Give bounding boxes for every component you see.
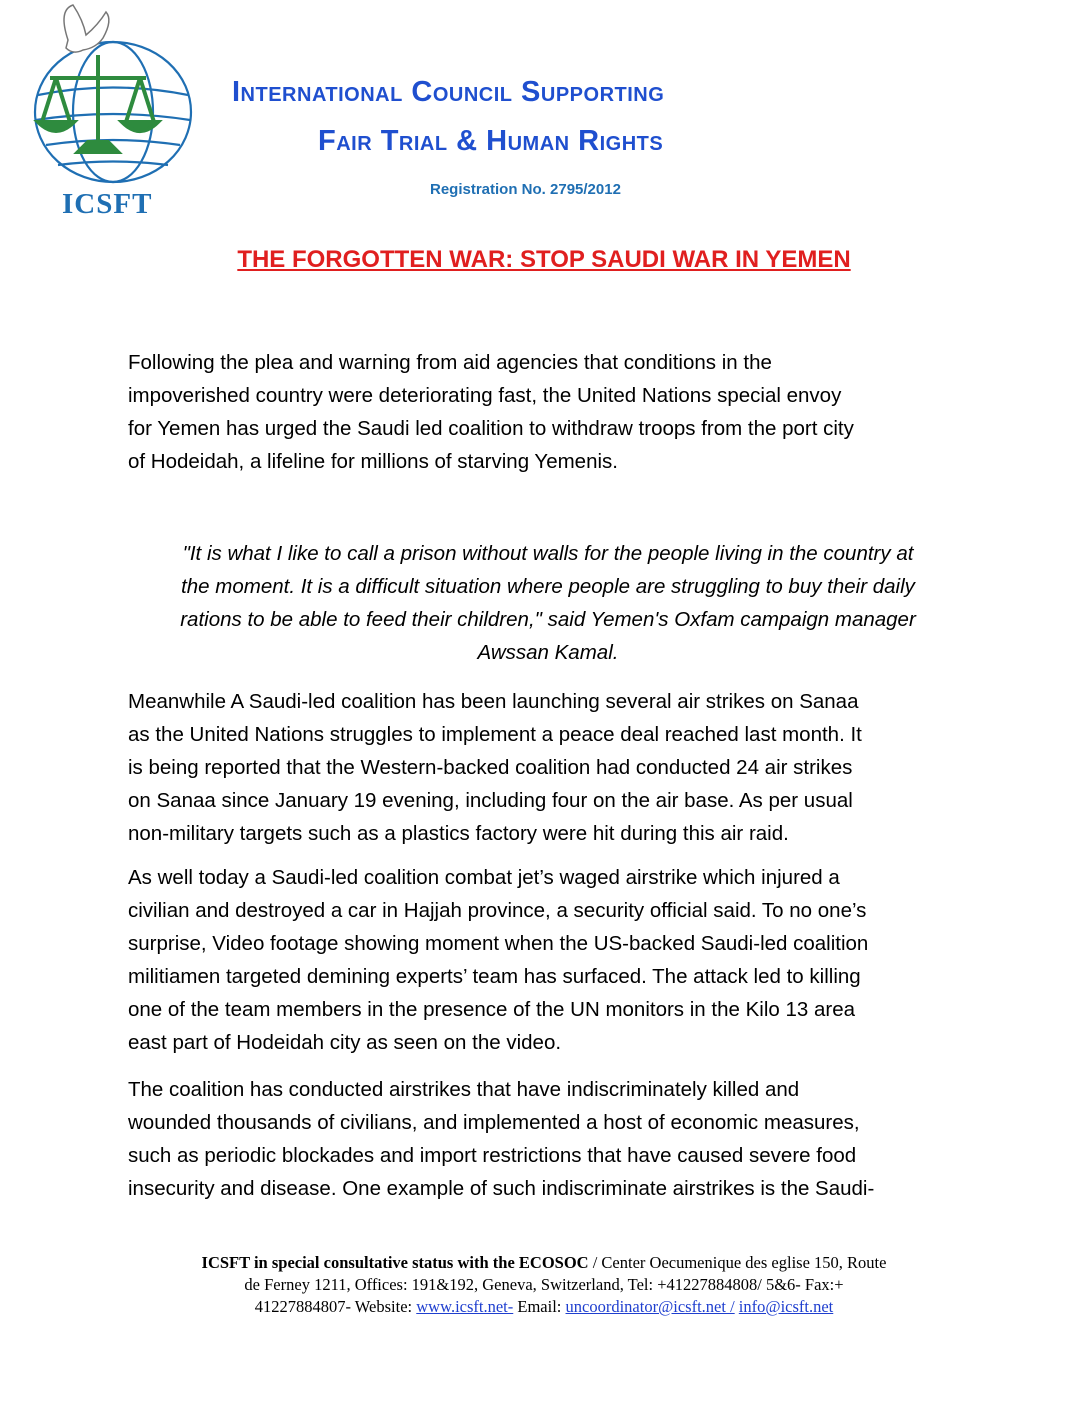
paragraph-hajjah-airstrike — [128, 861, 968, 1059]
website-link[interactable]: www.icsft.net- — [416, 1297, 514, 1316]
email-link-info[interactable]: info@icsft.net — [738, 1297, 834, 1316]
icsft-logo — [28, 0, 198, 225]
text-line: the moment. It is a difficult situation where people are struggling to buy their daily — [181, 575, 915, 598]
text-line: "It is what I like to call a prison without walls for the people living in the country at — [182, 542, 914, 565]
footer-email-label: Email: — [513, 1297, 566, 1316]
text-line: rations to be able to feed their children," said Yemen's Oxfam campaign manager — [180, 608, 916, 631]
footer-line3 — [110, 1296, 978, 1318]
text-line: As well today a Saudi-led coalition combat jet’s waged airstrike which injured a — [128, 866, 840, 889]
footer-line1 — [110, 1252, 978, 1274]
page-footer — [110, 1252, 978, 1318]
page-title: THE FORGOTTEN WAR: STOP SAUDI WAR IN YEMEN — [237, 246, 851, 273]
text-line: on Sanaa since January 19 evening, including four on the air base. As per usual — [128, 789, 853, 812]
footer-fax-website-label: 41227884807- Website: — [254, 1297, 417, 1316]
text-line: is being reported that the Western-backed coalition had conducted 24 air strikes — [128, 756, 853, 779]
text-line: insecurity and disease. One example of such indiscriminate airstrikes is the Saudi- — [128, 1177, 875, 1200]
text-line: surprise, Video footage showing moment when the US-backed Saudi-led coalition — [128, 932, 869, 955]
registration-number: Registration No. 2795/2012 — [430, 181, 621, 198]
footer-address: / Center Oecumenique des eglise 150, Route — [588, 1253, 887, 1272]
text-line: as the United Nations struggles to implement a peace deal reached last month. It — [128, 723, 862, 746]
paragraph-coalition-measures — [128, 1073, 968, 1205]
text-line: of Hodeidah, a lifeline for millions of starving Yemenis. — [128, 450, 618, 473]
footer-status: ICSFT in special consultative status with the ECOSOC — [201, 1253, 589, 1272]
text-line: The coalition has conducted airstrikes that have indiscriminately killed and — [128, 1078, 800, 1101]
text-line: Following the plea and warning from aid agencies that conditions in the — [128, 351, 772, 374]
text-line: Awssan Kamal. — [477, 641, 619, 664]
text-line: one of the team members in the presence of the UN monitors in the Kilo 13 area — [128, 998, 855, 1021]
text-line: Meanwhile A Saudi-led coalition has been launching several air strikes on Sanaa — [128, 690, 859, 713]
text-line: impoverished country were deteriorating fast, the United Nations special envoy — [128, 384, 842, 407]
quote-block — [118, 537, 978, 669]
text-line: east part of Hodeidah city as seen on the video. — [128, 1031, 562, 1054]
text-line: wounded thousands of civilians, and implemented a host of economic measures, — [128, 1111, 860, 1134]
text-line: civilian and destroyed a car in Hajjah province, a security official said. To no one’s — [128, 899, 867, 922]
footer-line2: de Ferney 1211, Offices: 191&192, Geneva, Switzerland, Tel: +41227884808/ 5&6- Fax:+ — [244, 1275, 844, 1294]
logo-text: ICSFT — [62, 188, 153, 220]
org-name-line1: International Council Supporting — [232, 76, 665, 108]
email-link-coordinator[interactable]: uncoordinator@icsft.net / — [565, 1297, 735, 1316]
text-line: for Yemen has urged the Saudi led coalition to withdraw troops from the port city — [128, 417, 854, 440]
paragraph-intro — [128, 346, 968, 478]
text-line: militiamen targeted demining experts’ team has surfaced. The attack led to killing — [128, 965, 861, 988]
text-line: non-military targets such as a plastics factory were hit during this air raid. — [128, 822, 789, 845]
text-line: such as periodic blockades and import restrictions that have caused severe food — [128, 1144, 857, 1167]
org-name-line2: Fair Trial & Human Rights — [318, 125, 664, 157]
paragraph-sanaa-strikes — [128, 685, 968, 850]
